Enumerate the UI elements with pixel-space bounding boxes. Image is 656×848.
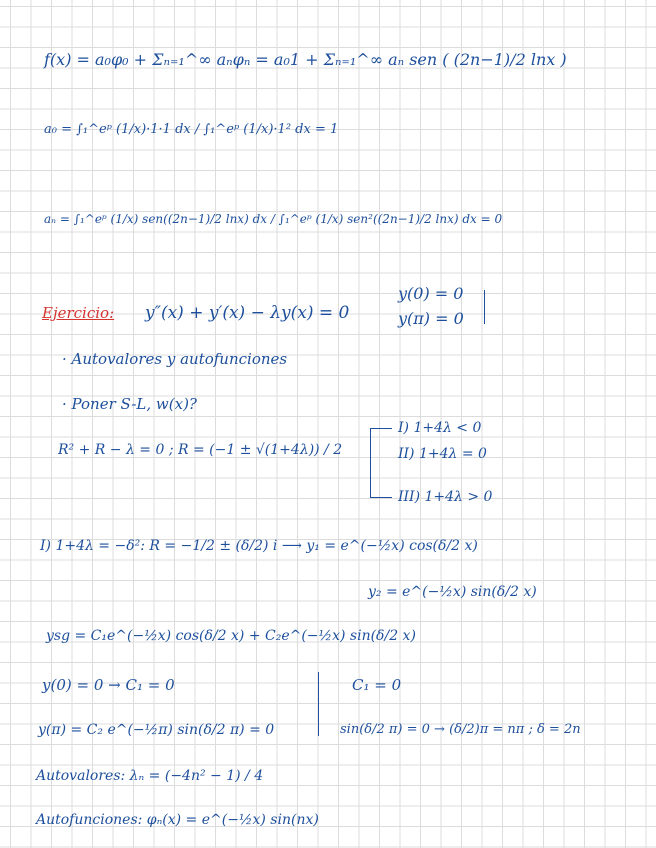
condition-ypi: y(π) = C₂ e^(−½π) sin(δ/2 π) = 0 (38, 722, 275, 738)
case-1-roots: I) 1+4λ = −δ²: R = −1/2 ± (δ/2) i ⟶ y₁ = e^(−½x) cos(δ/2 x) (40, 538, 478, 554)
exercise-label: Ejercicio: (42, 304, 115, 322)
cases-brace-bottom (370, 497, 392, 498)
second-solution: y₂ = e^(−½x) sin(δ/2 x) (368, 584, 537, 600)
boundary-condition-2: y(π) = 0 (398, 309, 464, 328)
case-1: I) 1+4λ < 0 (398, 420, 482, 436)
conditions-brace (318, 672, 319, 736)
bullet-sl: · Poner S-L, w(x)? (62, 395, 197, 413)
expansion-formula: f(x) = a₀φ₀ + Σₙ₌₁^∞ aₙφₙ = a₀1 + Σₙ₌₁^∞ aₙ sen ( (2n−1)/2 lnx ) (44, 50, 567, 69)
c1-result: C₁ = 0 (352, 676, 402, 694)
cases-brace-top (370, 428, 392, 429)
exercise-equation: y″(x) + y′(x) − λy(x) = 0 (145, 303, 350, 323)
a0-coefficient: a₀ = ∫₁^eᵖ (1/x)·1·1 dx / ∫₁^eᵖ (1/x)·1² dx = 1 (44, 122, 339, 137)
eigenvalues: Autovalores: λₙ = (−4n² − 1) / 4 (36, 768, 264, 784)
an-coefficient: aₙ = ∫₁^eᵖ (1/x) sen((2n−1)/2 lnx) dx / ∫₁^eᵖ (1/x) sen²((2n−1)/2 lnx) dx = 0 (44, 212, 503, 226)
characteristic-equation: R² + R − λ = 0 ; R = (−1 ± √(1+4λ)) / 2 (58, 442, 343, 458)
condition-y0: y(0) = 0 → C₁ = 0 (42, 676, 175, 694)
bullet-eigen: · Autovalores y autofunciones (62, 350, 288, 368)
case-3: III) 1+4λ > 0 (398, 489, 493, 505)
case-2: II) 1+4λ = 0 (398, 446, 487, 462)
delta-result: sin(δ/2 π) = 0 → (δ/2)π = nπ ; δ = 2n (340, 722, 581, 737)
bc-brace (484, 290, 485, 324)
boundary-condition-1: y(0) = 0 (398, 284, 464, 303)
eigenfunctions: Autofunciones: φₙ(x) = e^(−½x) sin(nx) (36, 812, 319, 828)
cases-brace (370, 428, 371, 498)
general-solution: ysg = C₁e^(−½x) cos(δ/2 x) + C₂e^(−½x) sin(δ/2 x) (46, 628, 416, 644)
